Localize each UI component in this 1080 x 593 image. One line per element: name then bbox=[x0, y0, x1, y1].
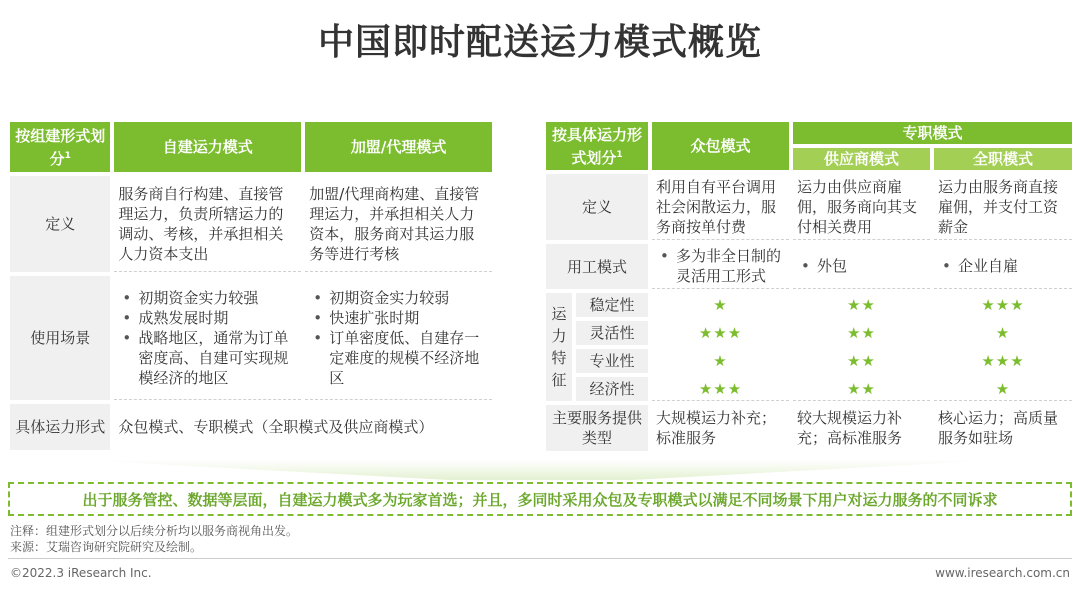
left-forms-value: 众包模式、专职模式（全职模式及供应商模式） bbox=[114, 404, 492, 450]
right-table bbox=[542, 118, 1076, 455]
list-item: • 初期资金实力较强 bbox=[118, 288, 297, 308]
right-col-crowdsourcing: 众包模式 bbox=[652, 122, 789, 170]
copyright: ©2022.3 iResearch Inc. bbox=[10, 566, 152, 580]
conclusion-box bbox=[8, 482, 1072, 516]
left-table bbox=[6, 118, 496, 454]
right-employment-crowdsourcing bbox=[652, 244, 789, 289]
list-item: • 外包 bbox=[797, 256, 926, 276]
right-definition-label: 定义 bbox=[546, 174, 648, 240]
left-header-label bbox=[10, 122, 110, 172]
right-col-supplier: 供应商模式 bbox=[793, 148, 930, 170]
right-col-fulltime-group: 专职模式 bbox=[793, 122, 1072, 144]
list-item: • 成熟发展时期 bbox=[118, 308, 297, 328]
left-forms-label: 具体运力形式 bbox=[10, 404, 110, 450]
star-rating: ★★★ bbox=[652, 377, 789, 401]
star-rating: ★★★ bbox=[981, 352, 1025, 370]
star-rating: ★ bbox=[713, 352, 728, 370]
traits-char: 运 bbox=[551, 305, 567, 323]
trait-name: 稳定性 bbox=[576, 293, 648, 317]
footer-divider bbox=[8, 558, 1072, 559]
list-item: • 订单密度低、自建存一定难度的规模不经济地区 bbox=[309, 328, 488, 388]
star-rating: ★★★ bbox=[981, 296, 1025, 314]
list-item: • 战略地区，通常为订单密度高、自建可实现规模经济的地区 bbox=[118, 328, 297, 388]
list-item: • 多为非全日制的灵活用工形式 bbox=[656, 246, 785, 286]
page-title: 中国即时配送运力模式概览 bbox=[317, 22, 762, 63]
arrow-band bbox=[80, 460, 1000, 480]
traits-char: 特 bbox=[551, 349, 567, 367]
star-rating: ★ bbox=[995, 324, 1011, 342]
source-text: 来源：艾瑞咨询研究院研究及绘制。 bbox=[10, 540, 203, 554]
star-rating: ★★★ bbox=[698, 324, 743, 342]
left-col-self-built: 自建运力模式 bbox=[114, 122, 301, 172]
right-employment-label: 用工模式 bbox=[546, 244, 648, 289]
right-employment-supplier bbox=[793, 244, 930, 289]
right-col-fulltime: 全职模式 bbox=[934, 148, 1072, 170]
trait-name: 灵活性 bbox=[576, 321, 648, 345]
right-header-sup: 1 bbox=[616, 149, 623, 160]
star-rating: ★★ bbox=[793, 377, 930, 401]
left-scenario-franchise bbox=[305, 276, 492, 400]
left-definition-self-built: 服务商自行构建、直接管理运力，负责所辖运力的调动、考核，并承担相关人力资本支出 bbox=[114, 176, 301, 272]
star-rating: ★ bbox=[934, 377, 1072, 401]
right-header-text: 按具体运力形式划分 bbox=[551, 125, 642, 167]
right-definition-crowdsourcing: 利用自有平台调用社会闲散运力，服务商按单付费 bbox=[652, 174, 789, 240]
right-definition-supplier: 运力由供应商雇佣，服务商向其支付相关费用 bbox=[793, 174, 930, 240]
left-scenario-label: 使用场景 bbox=[10, 276, 110, 400]
star-rating: ★★ bbox=[847, 324, 876, 342]
list-item: • 快速扩张时期 bbox=[309, 308, 488, 328]
right-employment-fulltime bbox=[934, 244, 1072, 289]
traits-char: 力 bbox=[551, 327, 567, 345]
left-header-text: 按组建形式划分 bbox=[15, 126, 106, 168]
right-header-label bbox=[546, 122, 648, 170]
right-service-crowdsourcing: 大规模运力补充；标准服务 bbox=[652, 405, 789, 451]
left-definition-franchise: 加盟/代理商构建、直接管理运力，并承担相关人力资本，服务商对其运力服务等进行考核 bbox=[305, 176, 492, 272]
left-definition-label: 定义 bbox=[10, 176, 110, 272]
note-text: 注释：组建形式划分以后续分析均以服务商视角出发。 bbox=[10, 524, 299, 538]
left-scenario-self-built bbox=[114, 276, 301, 400]
right-definition-fulltime: 运力由服务商直接雇佣，并支付工资薪金 bbox=[934, 174, 1072, 240]
right-service-supplier: 较大规模运力补充；高标准服务 bbox=[793, 405, 930, 451]
right-service-fulltime: 核心运力；高质量服务如驻场 bbox=[934, 405, 1072, 451]
left-header-sup: 1 bbox=[64, 150, 71, 161]
conclusion-text: 出于服务管控、数据等层面，自建运力模式多为玩家首选；并且，多同时采用众包及专职模式以满足不同场景下用户对运力服务的不同诉求 bbox=[82, 490, 998, 509]
website-link[interactable]: www.iresearch.com.cn bbox=[935, 566, 1070, 580]
left-col-franchise: 加盟/代理模式 bbox=[305, 122, 492, 172]
list-item: • 初期资金实力较弱 bbox=[309, 288, 488, 308]
star-rating: ★★ bbox=[847, 352, 876, 370]
trait-name: 专业性 bbox=[576, 349, 648, 373]
right-traits-label bbox=[546, 293, 572, 401]
star-rating: ★★ bbox=[847, 296, 876, 314]
list-item: • 企业自雇 bbox=[938, 256, 1068, 276]
star-rating: ★ bbox=[713, 296, 728, 314]
right-service-label: 主要服务提供类型 bbox=[546, 405, 648, 451]
trait-name: 经济性 bbox=[576, 377, 648, 401]
traits-char: 征 bbox=[551, 371, 567, 389]
